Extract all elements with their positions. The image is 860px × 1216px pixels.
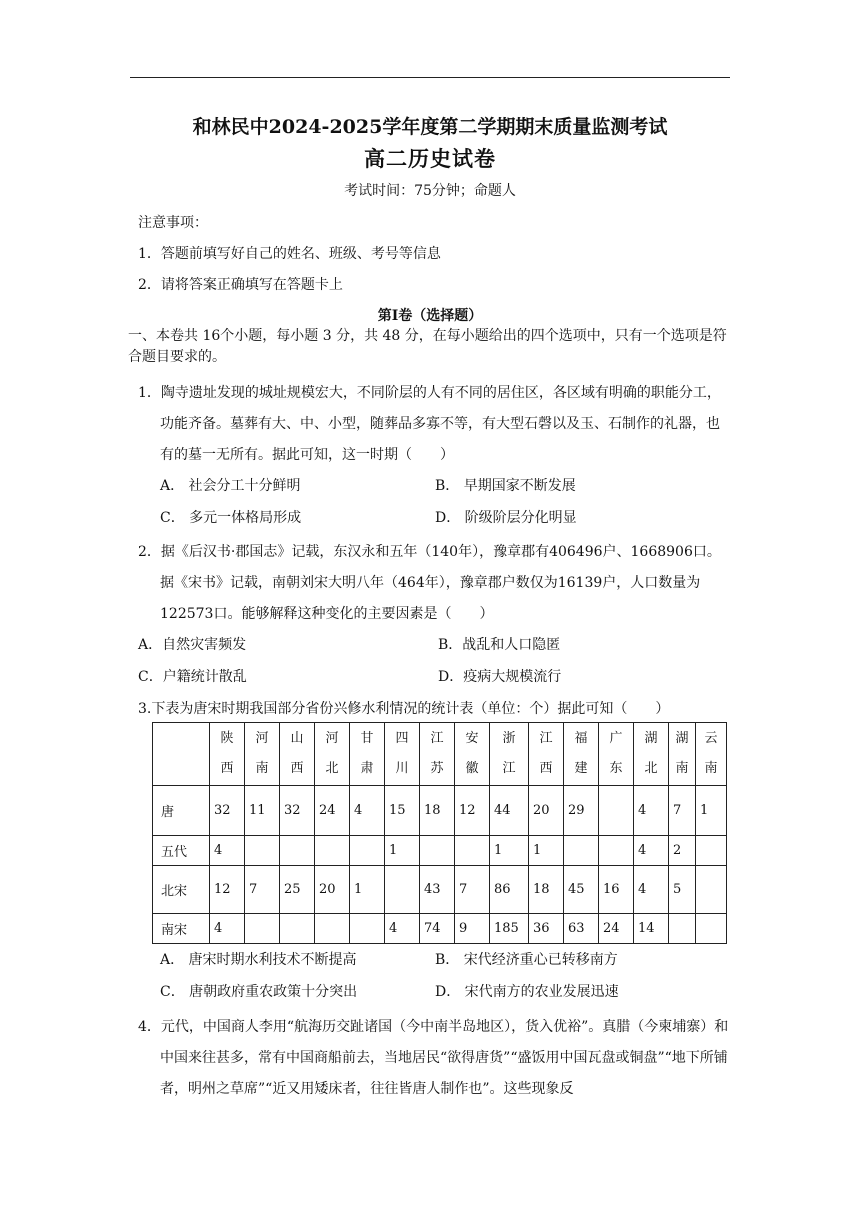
option-c[interactable]: C． 多元一体格局形成 — [160, 510, 302, 526]
notice-item: 2．请将答案正确填写在答题卡上 — [138, 277, 343, 293]
table-cell: 1 — [696, 786, 727, 836]
question-1-options — [160, 475, 720, 537]
table-header-cell: 江西 — [529, 723, 564, 786]
table-cell: 32 — [280, 786, 315, 836]
table-cell: 4 — [634, 866, 669, 914]
table-cell: 4 — [385, 914, 420, 944]
table-cell: 63 — [564, 914, 599, 944]
table-cell — [385, 866, 420, 914]
table-cell — [696, 914, 727, 944]
table-header-cell: 甘肃 — [350, 723, 385, 786]
question-text: 1．陶寺遗址发现的城址规模宏大，不同阶层的人有不同的居住区，各区域有明确的职能分工，功能齐备。墓葬有大、中、小型，随葬品多寡不等，有大型石磬以及玉、石制作的礼器，也有的墓一无所有。据此可知，这一时期（ ） — [138, 385, 721, 463]
table-header-cell: 云南 — [696, 723, 727, 786]
table-cell — [350, 836, 385, 866]
table-cell: 45 — [564, 866, 599, 914]
option-a[interactable]: A． 唐宋时期水利技术不断提高 — [160, 952, 357, 968]
table-cell — [280, 914, 315, 944]
question-4 — [138, 1012, 732, 1105]
table-cell: 14 — [634, 914, 669, 944]
table-header-cell: 浙江 — [490, 723, 529, 786]
table-cell: 36 — [529, 914, 564, 944]
table-cell — [599, 836, 634, 866]
table-cell: 4 — [634, 786, 669, 836]
table-cell: 24 — [599, 914, 634, 944]
table-cell: 29 — [564, 786, 599, 836]
table-cell: 9 — [455, 914, 490, 944]
notice-heading: 注意事项： — [138, 215, 208, 231]
table-header-cell: 山西 — [280, 723, 315, 786]
option-c[interactable]: C．户籍统计散乱 — [138, 669, 247, 685]
question-3-text: 3.下表为唐宋时期我国部分省份兴修水利情况的统计表（单位：个）据此可知（ ） — [138, 701, 670, 717]
option-b[interactable]: B． 早期国家不断发展 — [435, 478, 576, 494]
table-cell: 20 — [315, 866, 350, 914]
table-header-cell: 湖南 — [669, 723, 696, 786]
table-row — [153, 836, 727, 866]
table-cell: 7 — [455, 866, 490, 914]
table-cell: 185 — [490, 914, 529, 944]
table-cell: 12 — [455, 786, 490, 836]
table-cell — [669, 914, 696, 944]
question-text: 4．元代，中国商人李用“航海历交趾诸国（今中南半岛地区），货入优裕”。真腊（今柬埔寨）和中国来往甚多，常有中国商船前去，当地居民“欲得唐货”“盛饭用中国瓦盘或铜盘”“地下所铺者，明州之草席”“近又用矮床者，往往皆唐人制作也”。这些现象反 — [138, 1019, 729, 1097]
notice-item: 1．答题前填写好自己的姓名、班级、考号等信息 — [138, 246, 441, 262]
table-header-cell: 安徽 — [455, 723, 490, 786]
table-cell — [696, 866, 727, 914]
table-header-cell: 福建 — [564, 723, 599, 786]
table-cell: 2 — [669, 836, 696, 866]
table-cell: 16 — [599, 866, 634, 914]
table-cell: 15 — [385, 786, 420, 836]
table-cell — [455, 836, 490, 866]
table-cell: 74 — [420, 914, 455, 944]
table-header-cell: 河南 — [245, 723, 280, 786]
table-cell: 4 — [210, 914, 245, 944]
table-cell: 12 — [210, 866, 245, 914]
option-a[interactable]: A． 社会分工十分鲜明 — [160, 478, 301, 494]
question-1 — [138, 378, 732, 471]
question-2-options — [138, 634, 718, 696]
table-corner-cell — [153, 723, 210, 786]
question-2 — [138, 537, 732, 630]
table-header-cell: 河北 — [315, 723, 350, 786]
table-cell: 1 — [385, 836, 420, 866]
table-cell — [315, 836, 350, 866]
row-label: 南宋 — [153, 914, 210, 944]
table-cell — [315, 914, 350, 944]
table-cell: 11 — [245, 786, 280, 836]
table-cell: 4 — [350, 786, 385, 836]
section-heading: 第I卷（选择题） — [377, 308, 483, 324]
exam-meta: 考试时间：75分钟；命题人 — [344, 183, 516, 199]
table-cell: 20 — [529, 786, 564, 836]
option-d[interactable]: D．疫病大规模流行 — [438, 669, 562, 685]
table-cell — [350, 914, 385, 944]
table-cell: 4 — [634, 836, 669, 866]
table-row — [153, 914, 727, 944]
table-cell — [245, 836, 280, 866]
table-cell: 1 — [350, 866, 385, 914]
table-cell — [280, 836, 315, 866]
option-a[interactable]: A．自然灾害频发 — [138, 637, 247, 653]
table-header-cell: 湖北 — [634, 723, 669, 786]
table-cell: 18 — [420, 786, 455, 836]
table-header-cell: 江苏 — [420, 723, 455, 786]
table-row — [153, 866, 727, 914]
irrigation-table — [152, 722, 727, 944]
row-label: 五代 — [153, 836, 210, 866]
option-d[interactable]: D． 宋代南方的农业发展迅速 — [435, 984, 619, 1000]
table-cell — [564, 836, 599, 866]
table-cell: 7 — [245, 866, 280, 914]
table-cell — [245, 914, 280, 944]
option-b[interactable]: B． 宋代经济重心已转移南方 — [435, 952, 618, 968]
table-cell: 18 — [529, 866, 564, 914]
option-c[interactable]: C． 唐朝政府重农政策十分突出 — [160, 984, 358, 1000]
table-header-cell: 广东 — [599, 723, 634, 786]
table-cell: 1 — [490, 836, 529, 866]
table-cell: 32 — [210, 786, 245, 836]
table-cell: 7 — [669, 786, 696, 836]
table-cell: 5 — [669, 866, 696, 914]
question-text: 2．据《后汉书·郡国志》记载，东汉永和五年（140年），豫章郡有406496户、1668906口。据《宋书》记载，南朝刘宋大明八年（464年），豫章郡户数仅为16139户，人口数量为122573口。能够解释这种变化的主要因素是（ ） — [138, 544, 721, 622]
table-cell — [696, 836, 727, 866]
table-cell: 44 — [490, 786, 529, 836]
table-cell: 4 — [210, 836, 245, 866]
exam-title: 和林民中2024-2025学年度第二学期期末质量监测考试 — [192, 116, 668, 138]
table-header-cell: 陕西 — [210, 723, 245, 786]
header-rule — [130, 77, 730, 78]
table-cell: 86 — [490, 866, 529, 914]
row-label: 北宋 — [153, 866, 210, 914]
table-cell: 43 — [420, 866, 455, 914]
exam-subtitle: 高二历史试卷 — [364, 146, 496, 171]
table-cell: 25 — [280, 866, 315, 914]
table-cell: 24 — [315, 786, 350, 836]
table-header-cell: 四川 — [385, 723, 420, 786]
question-3-options — [160, 949, 720, 1011]
table-cell: 1 — [529, 836, 564, 866]
option-d[interactable]: D． 阶级阶层分化明显 — [435, 510, 577, 526]
table-header-row — [153, 723, 727, 786]
table-row — [153, 786, 727, 836]
table-cell — [599, 786, 634, 836]
section-instructions: 一、本卷共 16个小题，每小题 3 分，共 48 分，在每小题给出的四个选项中，只有一个选项是符合题目要求的。 — [128, 328, 727, 365]
table-cell — [420, 836, 455, 866]
option-b[interactable]: B．战乱和人口隐匿 — [438, 637, 561, 653]
row-label: 唐 — [153, 786, 210, 836]
